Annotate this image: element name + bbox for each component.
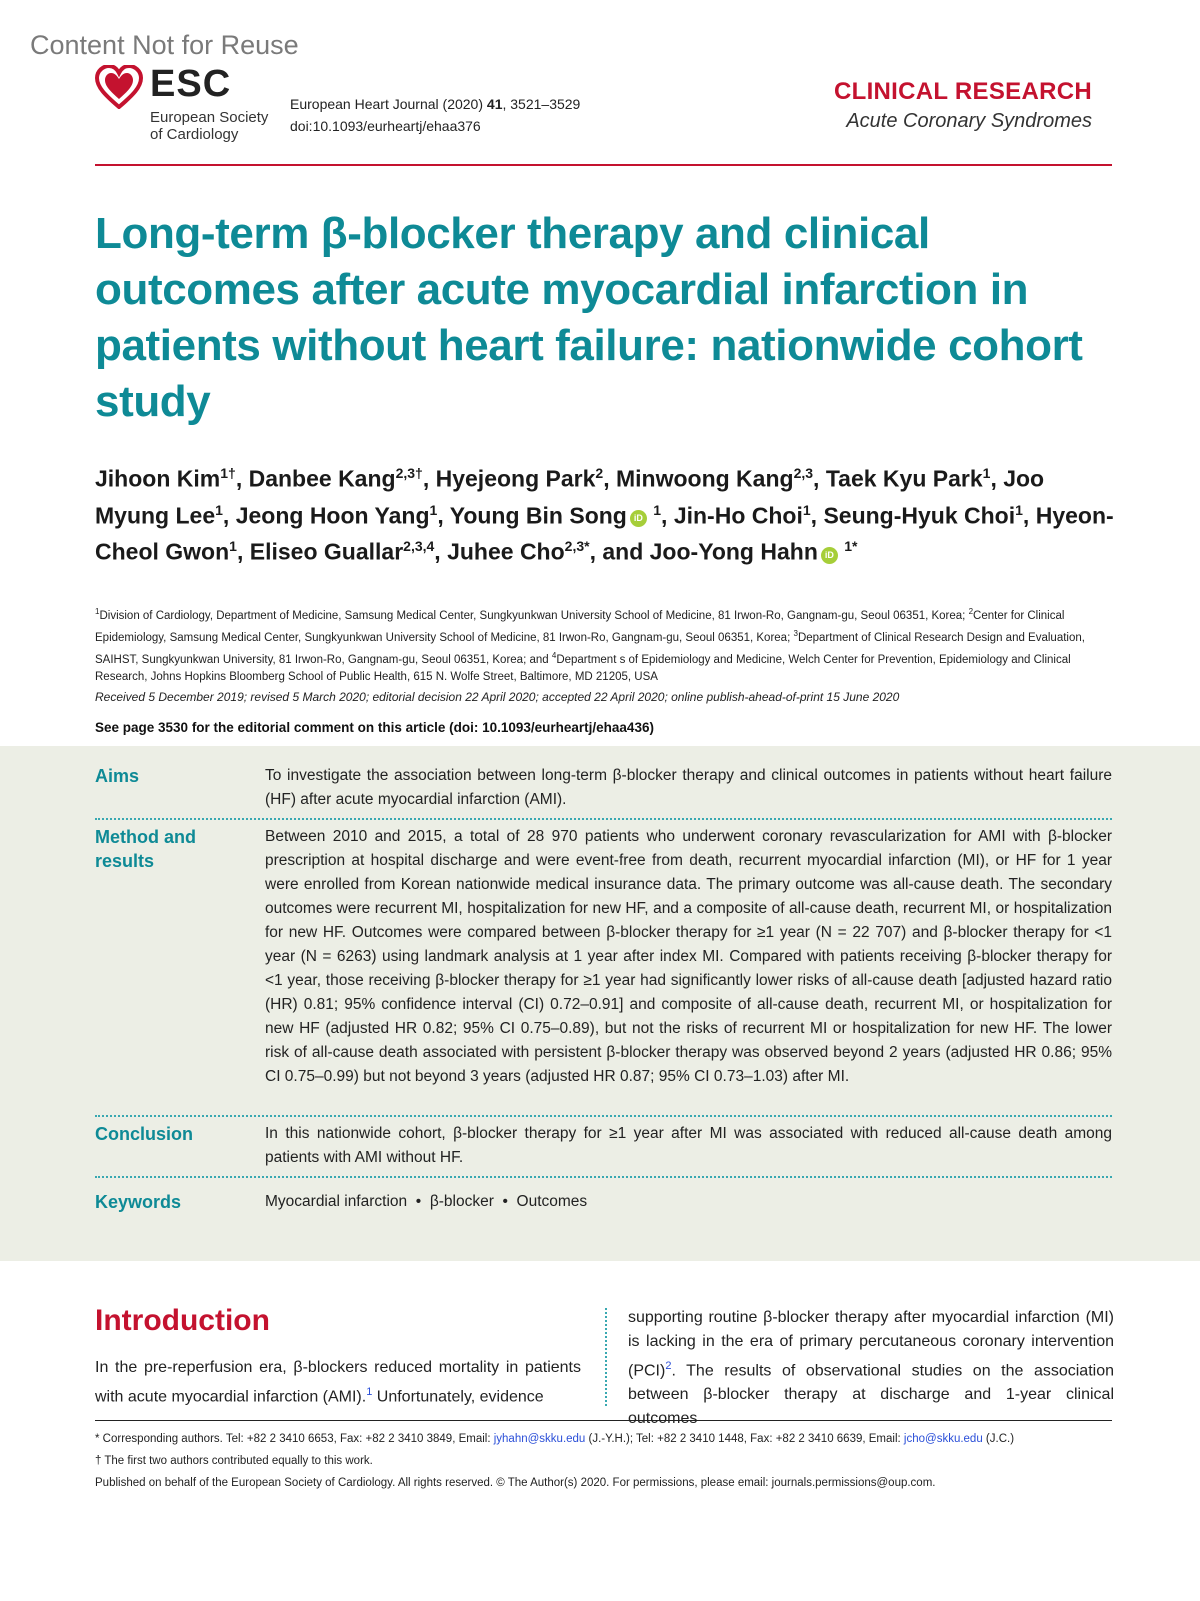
journal-citation: European Heart Journal (2020) 41, 3521–3529 doi:10.1093/eurheartj/ehaa376: [290, 93, 580, 137]
keywords-label: Keywords: [95, 1192, 182, 1212]
author-affiliation-marker: 1: [802, 501, 811, 518]
logo-society-text: European Society of Cardiology: [150, 109, 269, 143]
introduction-left-column: In the pre-reperfusion era, β-blockers reduced mortality in patients with acute myocardial infarction (AMI).$^1$ Unfortunately, evidence: [95, 1359, 581, 1406]
reference-link[interactable]: 2: [665, 1360, 672, 1372]
affiliation-number: 2: [968, 607, 974, 616]
affiliation-text: Center for Clinical Epidemiology, Samsung Medical Center, Sungkyunkwan University School of Medicine, 81 Irwon-Ro, Gangnam-gu, Seoul 06351, Korea;: [95, 609, 1065, 644]
author-name: Joo-Yong Hahn: [649, 538, 818, 565]
header-divider: [95, 164, 1112, 166]
keyword: β-blocker: [429, 1193, 494, 1210]
affiliation-text: Division of Cardiology, Department of Medicine, Samsung Medical Center, Sungkyunkwan University School of Medicine, 81 Irwon-Ro, Gangnam-gu, Seoul 06351, Korea;: [99, 609, 966, 622]
author-affiliation-marker: 1: [429, 501, 438, 518]
orcid-icon[interactable]: iD: [630, 510, 647, 527]
esc-logo[interactable]: [95, 65, 280, 150]
editorial-note[interactable]: See page 3530 for the editorial comment on this article (doi: 10.1093/eurheartj/ehaa436): [95, 720, 654, 735]
reference-link[interactable]: 1: [366, 1386, 373, 1398]
author-name: Taek Kyu Park: [825, 465, 983, 492]
affiliation-number: 3: [793, 628, 798, 638]
author-affiliation-marker: 1: [982, 465, 991, 481]
keyword: Outcomes: [516, 1193, 588, 1210]
author-name: Juhee Cho: [447, 538, 565, 565]
author-affiliation-marker: 2,3: [793, 465, 814, 481]
affiliation-number: 1: [95, 607, 100, 616]
section-subcategory: Acute Coronary Syndromes: [846, 110, 1092, 132]
author-name: Young Bin Song: [449, 502, 627, 529]
author-name: Eliseo Guallar: [249, 538, 404, 565]
affiliation-number: 4: [551, 650, 557, 660]
received-dates: Received 5 December 2019; revised 5 March 2020; editorial decision 22 April 2020; accepted 22 April 2020; online publish-ahead-of-print 15 June 2020: [95, 690, 900, 704]
introduction-right-column: supporting routine β-blocker therapy after myocardial infarction (MI) is lacking in the era of primary percutaneous coronary intervention (PCI)$^2$. The results of observational studies on the association between β-blocker therapy at discharge and 1-year clinical outcomes: [628, 1309, 1114, 1428]
author-affiliation-marker: 2,3,4: [403, 538, 435, 555]
author-name: Jeong Hoon Yang: [235, 502, 430, 529]
abstract-divider: [95, 1115, 1112, 1117]
author-affiliation-marker: 2,3†: [395, 465, 423, 481]
affiliation-text: Department of Clinical Research Design and Evaluation, SAIHST, Sungkyunkwan University, 81 Irwon-Ro, Gangnam-gu, Seoul 06351, Korea; and: [95, 631, 1085, 666]
author-name: Jihoon Kim: [95, 465, 221, 492]
corresponding-authors: * Corresponding authors. Tel: +82 2 3410 6653, Fax: +82 2 3410 3849, Email: jyhahn@skku.edu (J.-Y.H.); Tel: +82 2 3410 1448, Fax: +82 2 3410 6639, Email: jcho@skku.edu (J.C.): [95, 1433, 1015, 1445]
affiliations: [95, 603, 1115, 686]
keyword-separator: •: [493, 1193, 517, 1210]
heart-icon: [95, 65, 143, 109]
author-name: Hyeon-Cheol Gwon: [95, 502, 1114, 565]
methods-text: Between 2010 and 2015, a total of 28 970 patients who underwent coronary revascularization for AMI with β-blocker prescription at hospital discharge and were event-free from death, recurrent myocardial infarction (MI), or HF for 1 year were enrolled from Korean nationwide medical insurance data. The primary outcome was all-cause death. The secondary outcomes were recurrent MI, hospitalization for new HF, and a composite of all-cause death, recurrent MI, or hospitalization for new HF. Outcomes were compared between β-blocker therapy for ≥1 year (N = 22 707) and β-blocker therapy for <1 year (N = 6263) using landmark analysis at 1 year after index MI. Compared with patients receiving β-blocker therapy for <1 year, those receiving β-blocker therapy for ≥1 year had significantly lower risks of all-cause death [adjusted hazard ratio (HR) 0.81; 95% confidence interval (CI) 0.72–0.91] and composite of all-cause death, recurrent MI, or hospitalization for new HF (adjusted HR 0.82; 95% CI 0.75–0.89), but not the risks of recurrent MI or hospitalization for new HF. The lower risk of all-cause death associated with persistent β-blocker therapy was observed beyond 2 years (adjusted HR 0.86; 95% CI 0.75–0.99) but not beyond 3 years (adjusted HR 0.87; 95% CI 0.73–1.03) after MI.: [265, 828, 1112, 1085]
email-link[interactable]: jcho@skku.edu: [903, 1433, 983, 1445]
section-tag: [834, 78, 1092, 133]
author-affiliation-marker: 1: [229, 538, 237, 555]
methods-label: Method and results: [95, 827, 196, 871]
article-title: Long-term β-blocker therapy and clinical outcomes after acute myocardial infarction in patients without heart failure: nationwide cohort study: [95, 209, 1083, 426]
author-name: Hyejeong Park: [435, 465, 596, 492]
author-affiliation-marker: 1: [1015, 501, 1023, 518]
section-category: CLINICAL RESEARCH: [833, 78, 1092, 105]
author-name: Joo Myung Lee: [95, 465, 1045, 529]
author-list: Jihoon Kim$^{1\dagger}$, Danbee Kang$^{2,3\dagger}$, Hyejeong Park$^2$, Minwoong Kang$^{2,3}$, Taek Kyu Park$^1$, Joo Myung Lee$^1$, Jeong Hoon Yang$^1$, Young Bin Song iD $^1$, Jin-Ho Choi$^1$, Seung-Hyuk Choi$^1$, Hyeon-Cheol Gwon$^1$, Eliseo Guallar$^{2,3,4}$, Juhee Cho$^{2,3*}$, and Joo-Yong Hahn iD $^{1*}$: [95, 465, 1114, 565]
footnotes: [95, 1428, 1115, 1494]
affiliation-text: Department s of Epidemiology and Medicine, Welch Center for Prevention, Epidemiology and Clinical Research, Johns Hopkins Bloomberg School of Public Health, 615 N. Wolfe Street, Baltimore, MD 21205, USA: [95, 653, 1071, 684]
author-affiliation-marker: 2: [595, 465, 604, 481]
keyword: Myocardial infarction: [265, 1193, 408, 1210]
abstract-divider: [95, 818, 1112, 820]
author-name: Seung-Hyuk Choi: [823, 502, 1016, 529]
author-affiliation-marker: 1: [215, 501, 223, 518]
column-divider: [605, 1308, 607, 1406]
author-name: Jin-Ho Choi: [673, 502, 803, 529]
author-affiliation-marker: 1*: [844, 538, 858, 555]
equal-contribution-note: † The first two authors contributed equally to this work.: [95, 1455, 373, 1467]
author-affiliation-marker: 1: [653, 501, 662, 518]
conclusion-label: Conclusion: [95, 1124, 193, 1144]
abstract-divider: [95, 1176, 1112, 1178]
aims-text: To investigate the association between long-term β-blocker therapy and clinical outcomes in patients without heart failure (HF) after acute myocardial infarction (AMI).: [265, 767, 1112, 808]
author-affiliation-marker: 1†: [220, 465, 236, 481]
introduction-heading: Introduction: [95, 1304, 270, 1337]
email-link[interactable]: jyhahn@skku.edu: [493, 1433, 586, 1445]
keywords-list: [265, 1190, 1112, 1214]
watermark: Content Not for Reuse: [30, 30, 299, 60]
aims-label: Aims: [95, 766, 140, 786]
keyword-separator: •: [407, 1193, 430, 1210]
logo-esc-text: ESC: [150, 63, 232, 105]
conclusion-text: In this nationwide cohort, β-blocker therapy for ≥1 year after MI was associated with reduced all-cause death among patients with AMI without HF.: [265, 1125, 1112, 1166]
author-name: Minwoong Kang: [615, 465, 794, 492]
publication-note: Published on behalf of the European Society of Cardiology. All rights reserved. © The Author(s) 2020. For permissions, please email: journals.permissions@oup.com.: [95, 1477, 936, 1489]
author-affiliation-marker: 2,3*: [564, 538, 590, 555]
orcid-icon[interactable]: iD: [821, 547, 838, 564]
author-name: Danbee Kang: [248, 465, 396, 492]
footnote-divider: [95, 1420, 1112, 1421]
journal-doi[interactable]: doi:10.1093/eurheartj/ehaa376: [290, 118, 481, 134]
